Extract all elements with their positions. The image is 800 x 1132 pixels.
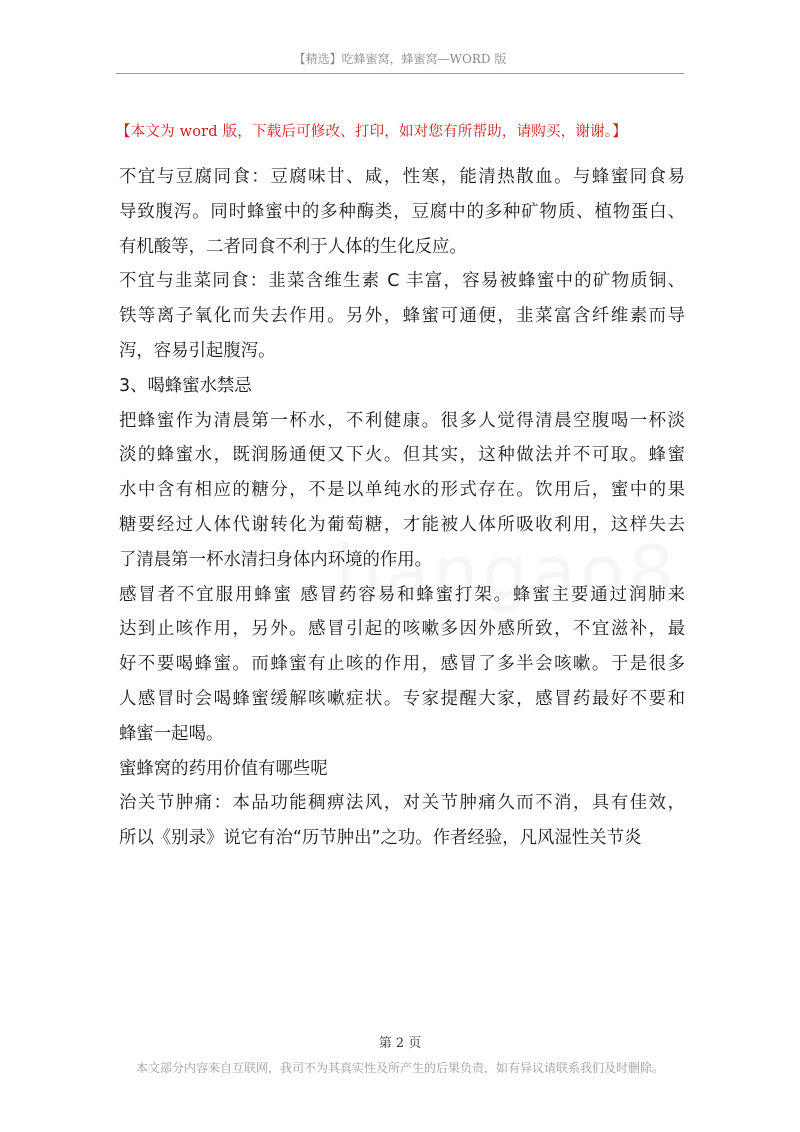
text-line: 治关节肿痛：本品功能稠痹法风，对关节肿痛久而不消，具有佳效， <box>119 793 685 814</box>
text-line: 所以《别录》说它有治“历节肿出”之功。作者经验，凡风湿性关节炎 <box>119 828 642 849</box>
page-number: 第 2 页 <box>378 1036 422 1051</box>
footer-disclaimer: 本文部分内容来自互联网，我司不为其真实性及所产生的后果负责，如有异议请联系我们及时删除。 <box>135 1061 664 1075</box>
text-line: 泻，容易引起腹泻。 <box>119 340 276 361</box>
text-line: 糖要经过人体代谢转化为葡萄糖，才能被人体所吸收利用，这样失去 <box>119 514 685 535</box>
paragraph <box>119 578 685 752</box>
text-line: 好不要喝蜂蜜。而蜂蜜有止咳的作用，感冒了多半会咳嗽。于是很多 <box>119 654 685 675</box>
text-line: 水中含有相应的糖分，不是以单纯水的形式存在。饮用后，蜜中的果 <box>119 480 685 501</box>
page-header: 【精选】吃蜂蜜窝，蜂蜜窝—WORD 版 <box>293 52 507 66</box>
text-line: 把蜂蜜作为清晨第一杯水，不利健康。很多人觉得清晨空腹喝一杯淡 <box>119 410 685 431</box>
document-body <box>119 160 685 856</box>
paragraph <box>119 404 685 578</box>
paragraph <box>119 160 685 264</box>
text-line: 蜜蜂窝的药用价值有哪些呢 <box>119 758 328 779</box>
text-line: 感冒者不宜服用蜂蜜 感冒药容易和蜂蜜打架。蜂蜜主要通过润肺来 <box>119 584 685 605</box>
purchase-notice: 【本文为 word 版，下载后可修改、打印，如对您有所帮助，请购买，谢谢。】 <box>116 124 627 140</box>
text-line: 淡的蜂蜜水，既润肠通便又下火。但其实，这种做法并不可取。蜂蜜 <box>119 445 685 466</box>
text-line: 了清晨第一杯水清扫身体内环境的作用。 <box>119 549 433 570</box>
text-line: 不宜与韭菜同食：韭菜含维生素 C 丰富，容易被蜂蜜中的矿物质铜、 <box>119 271 685 292</box>
text-line: 铁等离子氧化而失去作用。另外，蜂蜜可通便，韭菜富含纤维素而导 <box>119 306 685 327</box>
text-line: 蜂蜜一起喝。 <box>119 723 224 744</box>
paragraph <box>119 786 685 856</box>
text-line: 不宜与豆腐同食：豆腐味甘、咸，性寒，能清热散血。与蜂蜜同食易 <box>119 167 685 187</box>
header-divider <box>116 73 684 74</box>
paragraph <box>119 264 685 368</box>
paragraph <box>119 369 685 404</box>
text-line: 人感冒时会喝蜂蜜缓解咳嗽症状。专家提醒大家，感冒药最好不要和 <box>119 688 685 709</box>
text-line: 导致腹泻。同时蜂蜜中的多种酶类，豆腐中的多种矿物质、植物蛋白、 <box>119 201 685 222</box>
text-line: 达到止咳作用，另外。感冒引起的咳嗽多因外感所致，不宜滋补，最 <box>119 619 685 640</box>
text-line: 有机酸等，二者同食不利于人体的生化反应。 <box>119 236 467 257</box>
text-line: 3、喝蜂蜜水禁忌 <box>119 375 252 396</box>
paragraph <box>119 752 685 787</box>
